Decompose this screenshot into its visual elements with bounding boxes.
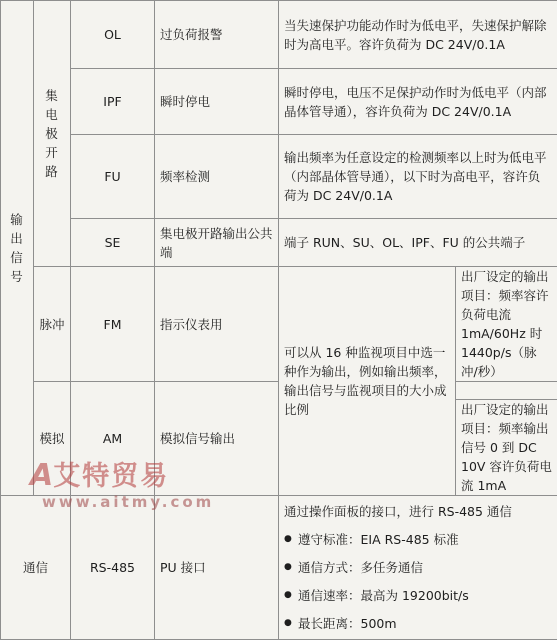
- terminal-desc-am: 出厂设定的输出项目：频率输出信号 0 到 DC 10V 容许负荷电流 1mA: [456, 400, 557, 496]
- watermark-logo: A: [30, 458, 53, 493]
- terminal-desc: 端子 RUN、SU、OL、IPF、FU 的公共端子: [279, 219, 557, 267]
- terminal-desc: 输出频率为任意设定的检测频率以上时为低电平（内部晶体管导通），以下时为高电平，容许负荷为 DC 24V/0.1A: [279, 135, 557, 219]
- table-row: [1, 496, 557, 640]
- output-signal-cell: 输出信号: [1, 1, 34, 496]
- terminal-code: FM: [71, 267, 155, 382]
- terminal-name: 频率检测: [155, 135, 279, 219]
- list-item: ● 遵守标准：EIA RS-485 标准: [284, 530, 552, 549]
- pulse-cell: 脉冲: [34, 267, 71, 382]
- table-row: [1, 135, 557, 219]
- terminal-code: SE: [71, 219, 155, 267]
- blank-cell: [456, 382, 557, 400]
- table-row: [1, 1, 557, 69]
- terminal-name: 集电极开路输出公共端: [155, 219, 279, 267]
- list-item: ● 通信速率：最高为 19200bit/s: [284, 586, 552, 605]
- list-item: ● 最长距离：500m: [284, 614, 552, 633]
- terminal-code: FU: [71, 135, 155, 219]
- terminal-name: 指示仪表用: [155, 267, 279, 382]
- terminal-code: RS-485: [71, 496, 155, 640]
- rs485-bullet-list: [284, 530, 552, 633]
- terminal-name: PU 接口: [155, 496, 279, 640]
- rs485-intro: 通过操作面板的接口，进行 RS-485 通信: [284, 502, 552, 521]
- shared-desc: 可以从 16 种监视项目中选一种作为输出，例如输出频率，输出信号与监视项目的大小成比例: [279, 267, 456, 496]
- watermark-url: www.aitmy.com: [42, 493, 214, 511]
- terminal-code: AM: [71, 382, 155, 496]
- rs485-desc: [279, 496, 557, 640]
- communication-cell: 通信: [1, 496, 71, 640]
- terminal-desc-fm: 出厂设定的输出项目：频率容许负荷电流 1mA/60Hz 时 1440p/s（脉冲/秒）: [456, 267, 557, 382]
- terminal-code: OL: [71, 1, 155, 69]
- terminal-name: 过负荷报警: [155, 1, 279, 69]
- terminal-name: 瞬时停电: [155, 69, 279, 135]
- terminal-desc: 当失速保护功能动作时为低电平，失速保护解除时为高电平。容许负荷为 DC 24V/0.1A: [279, 1, 557, 69]
- analog-cell: 模拟: [34, 382, 71, 496]
- table-row: [1, 219, 557, 267]
- list-item: ● 通信方式：多任务通信: [284, 558, 552, 577]
- terminal-desc: 瞬时停电，电压不足保护动作时为低电平（内部晶体管导通），容许负荷为 DC 24V/0.1A: [279, 69, 557, 135]
- table-row: [1, 69, 557, 135]
- terminal-code: IPF: [71, 69, 155, 135]
- table-row: [1, 267, 557, 382]
- terminal-name: 模拟信号输出: [155, 382, 279, 496]
- open-collector-cell: 集电极开路: [34, 1, 71, 267]
- watermark-name: 艾特贸易: [53, 461, 169, 492]
